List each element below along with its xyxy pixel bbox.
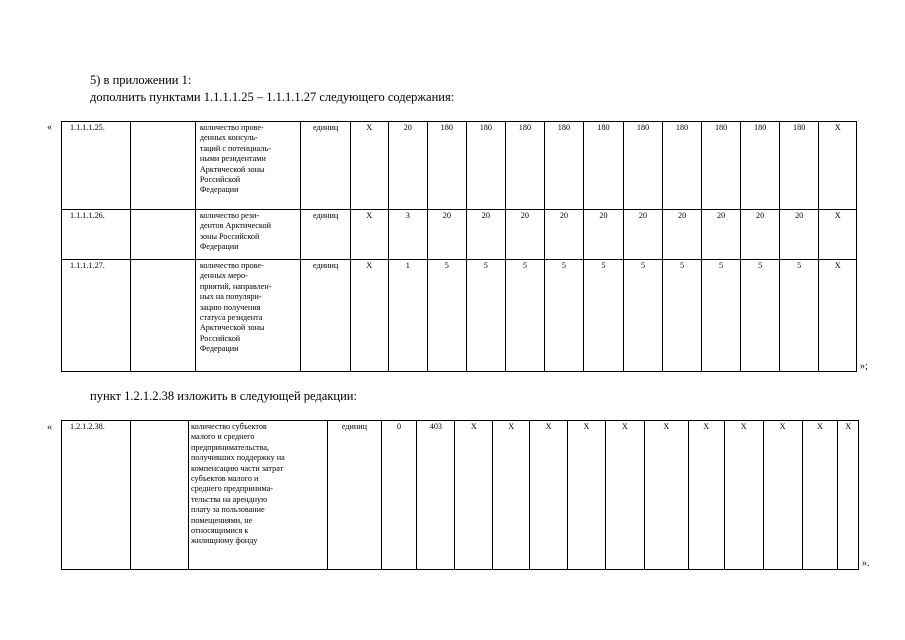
- cell-value: Х: [819, 210, 857, 260]
- cell-value: Х: [763, 421, 802, 570]
- heading-item-5: 5) в приложении 1:: [90, 73, 192, 87]
- cell-value: Х: [605, 421, 644, 570]
- cell-value: 5: [741, 260, 780, 372]
- table-supplement-points: [61, 121, 857, 372]
- cell-value: 180: [779, 122, 819, 210]
- close-quote-2: ».: [862, 558, 870, 569]
- cell-value: 20: [701, 210, 741, 260]
- cell-code: 1.1.1.1.25.: [62, 122, 131, 210]
- cell-value: Х: [802, 421, 838, 570]
- cell-value: Х: [493, 421, 530, 570]
- cell-value: Х: [724, 421, 763, 570]
- cell-description: количество рези- дентов Арктической зоны Российской Федерации: [195, 210, 300, 260]
- cell-value: 3: [388, 210, 428, 260]
- cell-value: 5: [623, 260, 663, 372]
- cell-code: 1.1.1.1.26.: [62, 210, 131, 260]
- cell-description: количество прове- денных меро- приятий, направлен- ных на популяри- зацию получения статуса резидента Арктической зоны Российской Федерации: [195, 260, 300, 372]
- cell-description: количество прове- денных консуль- таций с потенциаль- ными резидентами Арктической зоны Российской Федерации: [195, 122, 300, 210]
- cell-value: 180: [701, 122, 741, 210]
- cell-value: 0: [381, 421, 417, 570]
- cell-value: Х: [688, 421, 724, 570]
- table-row: [62, 210, 857, 260]
- close-quote-1: »;: [860, 361, 868, 372]
- cell-value: Х: [838, 421, 859, 570]
- cell-value: Х: [350, 210, 388, 260]
- cell-value: 180: [544, 122, 584, 210]
- table-row: [62, 421, 859, 570]
- table-point-edit: [61, 420, 859, 570]
- cell-value: 180: [623, 122, 663, 210]
- cell-value: Х: [567, 421, 605, 570]
- cell-code: 1.1.1.1.27.: [62, 260, 131, 372]
- cell-value: 5: [466, 260, 506, 372]
- cell-value: 5: [506, 260, 545, 372]
- cell-value: Х: [350, 260, 388, 372]
- cell-code: 1.2.1.2.38.: [62, 421, 131, 570]
- cell-value: 20: [544, 210, 584, 260]
- cell-value: 20: [506, 210, 545, 260]
- cell-value: 180: [663, 122, 702, 210]
- cell-value: 20: [388, 122, 428, 210]
- cell-value: 5: [428, 260, 467, 372]
- cell-value: 5: [584, 260, 624, 372]
- cell-value: Х: [530, 421, 568, 570]
- cell-value: Х: [455, 421, 493, 570]
- cell-value: 180: [741, 122, 780, 210]
- cell-value: 20: [623, 210, 663, 260]
- cell-value: 20: [779, 210, 819, 260]
- cell-empty: [130, 260, 195, 372]
- cell-value: 180: [466, 122, 506, 210]
- cell-value: 5: [544, 260, 584, 372]
- cell-value: 5: [701, 260, 741, 372]
- open-quote-2: «: [47, 422, 52, 433]
- cell-value: 180: [506, 122, 545, 210]
- cell-unit: единиц: [328, 421, 381, 570]
- cell-value: 5: [663, 260, 702, 372]
- cell-unit: единиц: [301, 260, 351, 372]
- cell-unit: единиц: [301, 210, 351, 260]
- table-row: [62, 260, 857, 372]
- cell-value: 1: [388, 260, 428, 372]
- cell-empty: [130, 122, 195, 210]
- cell-value: 20: [663, 210, 702, 260]
- cell-value: 20: [741, 210, 780, 260]
- cell-empty: [130, 421, 188, 570]
- cell-value: 5: [779, 260, 819, 372]
- cell-value: 20: [466, 210, 506, 260]
- cell-value: 403: [417, 421, 455, 570]
- cell-value: 180: [584, 122, 624, 210]
- table-row: [62, 122, 857, 210]
- cell-description: количество субъектов малого и среднего предпринимательства, получивших поддержку на компенсацию части затрат субъектов малого и среднего предпринима- тельства на арендную плату за пользование помещениями, не относящимися к жилищному фонду: [189, 421, 328, 570]
- cell-value: 20: [428, 210, 467, 260]
- cell-unit: единиц: [301, 122, 351, 210]
- cell-value: Х: [644, 421, 688, 570]
- cell-empty: [130, 210, 195, 260]
- cell-value: 20: [584, 210, 624, 260]
- open-quote-1: «: [47, 122, 52, 133]
- heading-point-edit: пункт 1.2.1.2.38 изложить в следующей редакции:: [90, 389, 357, 403]
- cell-value: Х: [350, 122, 388, 210]
- cell-value: Х: [819, 260, 857, 372]
- heading-supplement: дополнить пунктами 1.1.1.1.25 – 1.1.1.1.27 следующего содержания:: [90, 90, 455, 104]
- cell-value: 180: [428, 122, 467, 210]
- cell-value: Х: [819, 122, 857, 210]
